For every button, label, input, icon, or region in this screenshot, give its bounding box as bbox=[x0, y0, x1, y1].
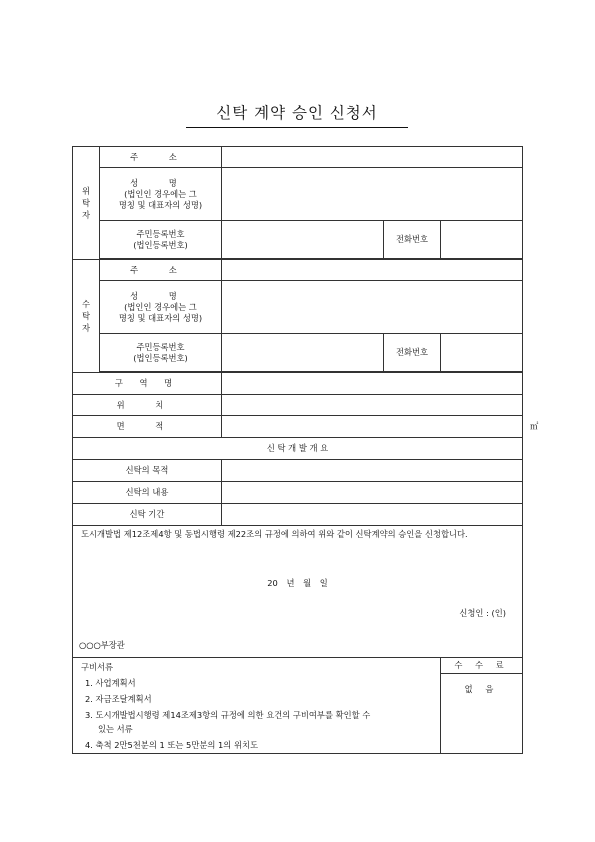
area-unit: ㎡ bbox=[530, 421, 539, 431]
purpose-field[interactable] bbox=[222, 460, 523, 482]
trustee-name-label-line2: (법인인 경우에는 그 bbox=[124, 301, 197, 312]
content-label: 신탁의 내용 bbox=[73, 482, 222, 504]
trustee-id-label-line2: (법인등록번호) bbox=[133, 352, 188, 363]
required-documents bbox=[73, 658, 441, 754]
overview-heading: 신 탁 개 발 개 요 bbox=[73, 438, 523, 460]
location-field[interactable] bbox=[222, 395, 523, 416]
truster-char-3: 자 bbox=[81, 210, 90, 220]
truster-name-label-line2: (법인인 경우에는 그 bbox=[124, 188, 197, 199]
truster-name-label-line3: 명칭 및 대표자의 성명) bbox=[118, 199, 203, 210]
trustee-char-3: 자 bbox=[81, 323, 90, 333]
location-label: 위 치 bbox=[73, 395, 222, 416]
required-documents-header: 구비서류 bbox=[81, 662, 114, 672]
trustee-char-1: 수 bbox=[81, 299, 90, 309]
application-date: 20 년 월 일 bbox=[267, 578, 328, 588]
truster-id-label bbox=[100, 221, 222, 259]
document-item-2: 2. 자금조달계획서 bbox=[85, 694, 152, 704]
document-item-3-cont: 있는 서류 bbox=[98, 724, 133, 734]
statement-block bbox=[73, 526, 523, 658]
purpose-label: 신탁의 목적 bbox=[73, 460, 222, 482]
area-field[interactable] bbox=[222, 416, 539, 438]
truster-name-label bbox=[100, 168, 222, 221]
trustee-phone-field[interactable] bbox=[441, 334, 523, 372]
trustee-address-field[interactable] bbox=[222, 260, 523, 281]
form-title: 신탁 계약 승인 신청서 bbox=[216, 104, 378, 122]
trustee-section-label bbox=[73, 260, 100, 373]
application-form-table bbox=[72, 146, 539, 754]
truster-char-1: 위 bbox=[81, 186, 90, 196]
truster-id-field[interactable] bbox=[222, 221, 384, 259]
document-item-4: 4. 축척 2만5천분의 1 또는 5만분의 1의 위치도 bbox=[85, 740, 258, 750]
trustee-id-label-line1: 주민등록번호 bbox=[136, 341, 185, 352]
zone-name-label: 구 역 명 bbox=[73, 373, 222, 395]
period-label: 신탁 기간 bbox=[73, 504, 222, 526]
truster-phone-field[interactable] bbox=[441, 221, 523, 259]
fee-cell bbox=[441, 674, 523, 754]
content-field[interactable] bbox=[222, 482, 523, 504]
applicant-signature: 신청인 : (인) bbox=[459, 608, 507, 618]
truster-id-label-line2: (법인등록번호) bbox=[133, 239, 188, 250]
truster-section-label bbox=[73, 147, 100, 260]
document-item-3: 3. 도시개발법시행령 제14조제3항의 규정에 의한 요건의 구비여부를 확인할 수 bbox=[85, 710, 371, 720]
trustee-id-field[interactable] bbox=[222, 334, 384, 372]
trustee-name-label-line1: 성 명 bbox=[130, 290, 191, 301]
truster-phone-label: 전화번호 bbox=[384, 221, 441, 259]
truster-char-2: 탁 bbox=[81, 198, 90, 208]
trustee-char-2: 탁 bbox=[81, 311, 90, 321]
truster-id-label-line1: 주민등록번호 bbox=[136, 228, 185, 239]
trustee-name-label bbox=[100, 281, 222, 334]
document-item-1: 1. 사업계획서 bbox=[85, 678, 136, 688]
trustee-id-label bbox=[100, 334, 222, 372]
fee-value: 없 음 bbox=[464, 684, 499, 694]
truster-address-field[interactable] bbox=[222, 147, 523, 168]
zone-name-field[interactable] bbox=[222, 373, 523, 395]
period-field[interactable] bbox=[222, 504, 523, 526]
truster-name-label-line1: 성 명 bbox=[130, 177, 191, 188]
trustee-address-label: 주 소 bbox=[100, 260, 222, 281]
trustee-phone-label: 전화번호 bbox=[384, 334, 441, 372]
truster-name-field[interactable] bbox=[222, 168, 523, 221]
addressee: ○○○부장관 bbox=[79, 640, 125, 650]
area-label: 면 적 bbox=[73, 416, 222, 438]
title-underline bbox=[186, 127, 408, 128]
trustee-name-field[interactable] bbox=[222, 281, 523, 334]
statement-text: 도시개발법 제12조제4항 및 동법시행령 제22조의 규정에 의하여 위와 같이 신탁계약의 승인을 신청합니다. bbox=[81, 529, 468, 539]
fee-header: 수 수 료 bbox=[441, 658, 523, 674]
trustee-name-label-line3: 명칭 및 대표자의 성명) bbox=[118, 312, 203, 323]
truster-address-label: 주 소 bbox=[100, 147, 222, 168]
